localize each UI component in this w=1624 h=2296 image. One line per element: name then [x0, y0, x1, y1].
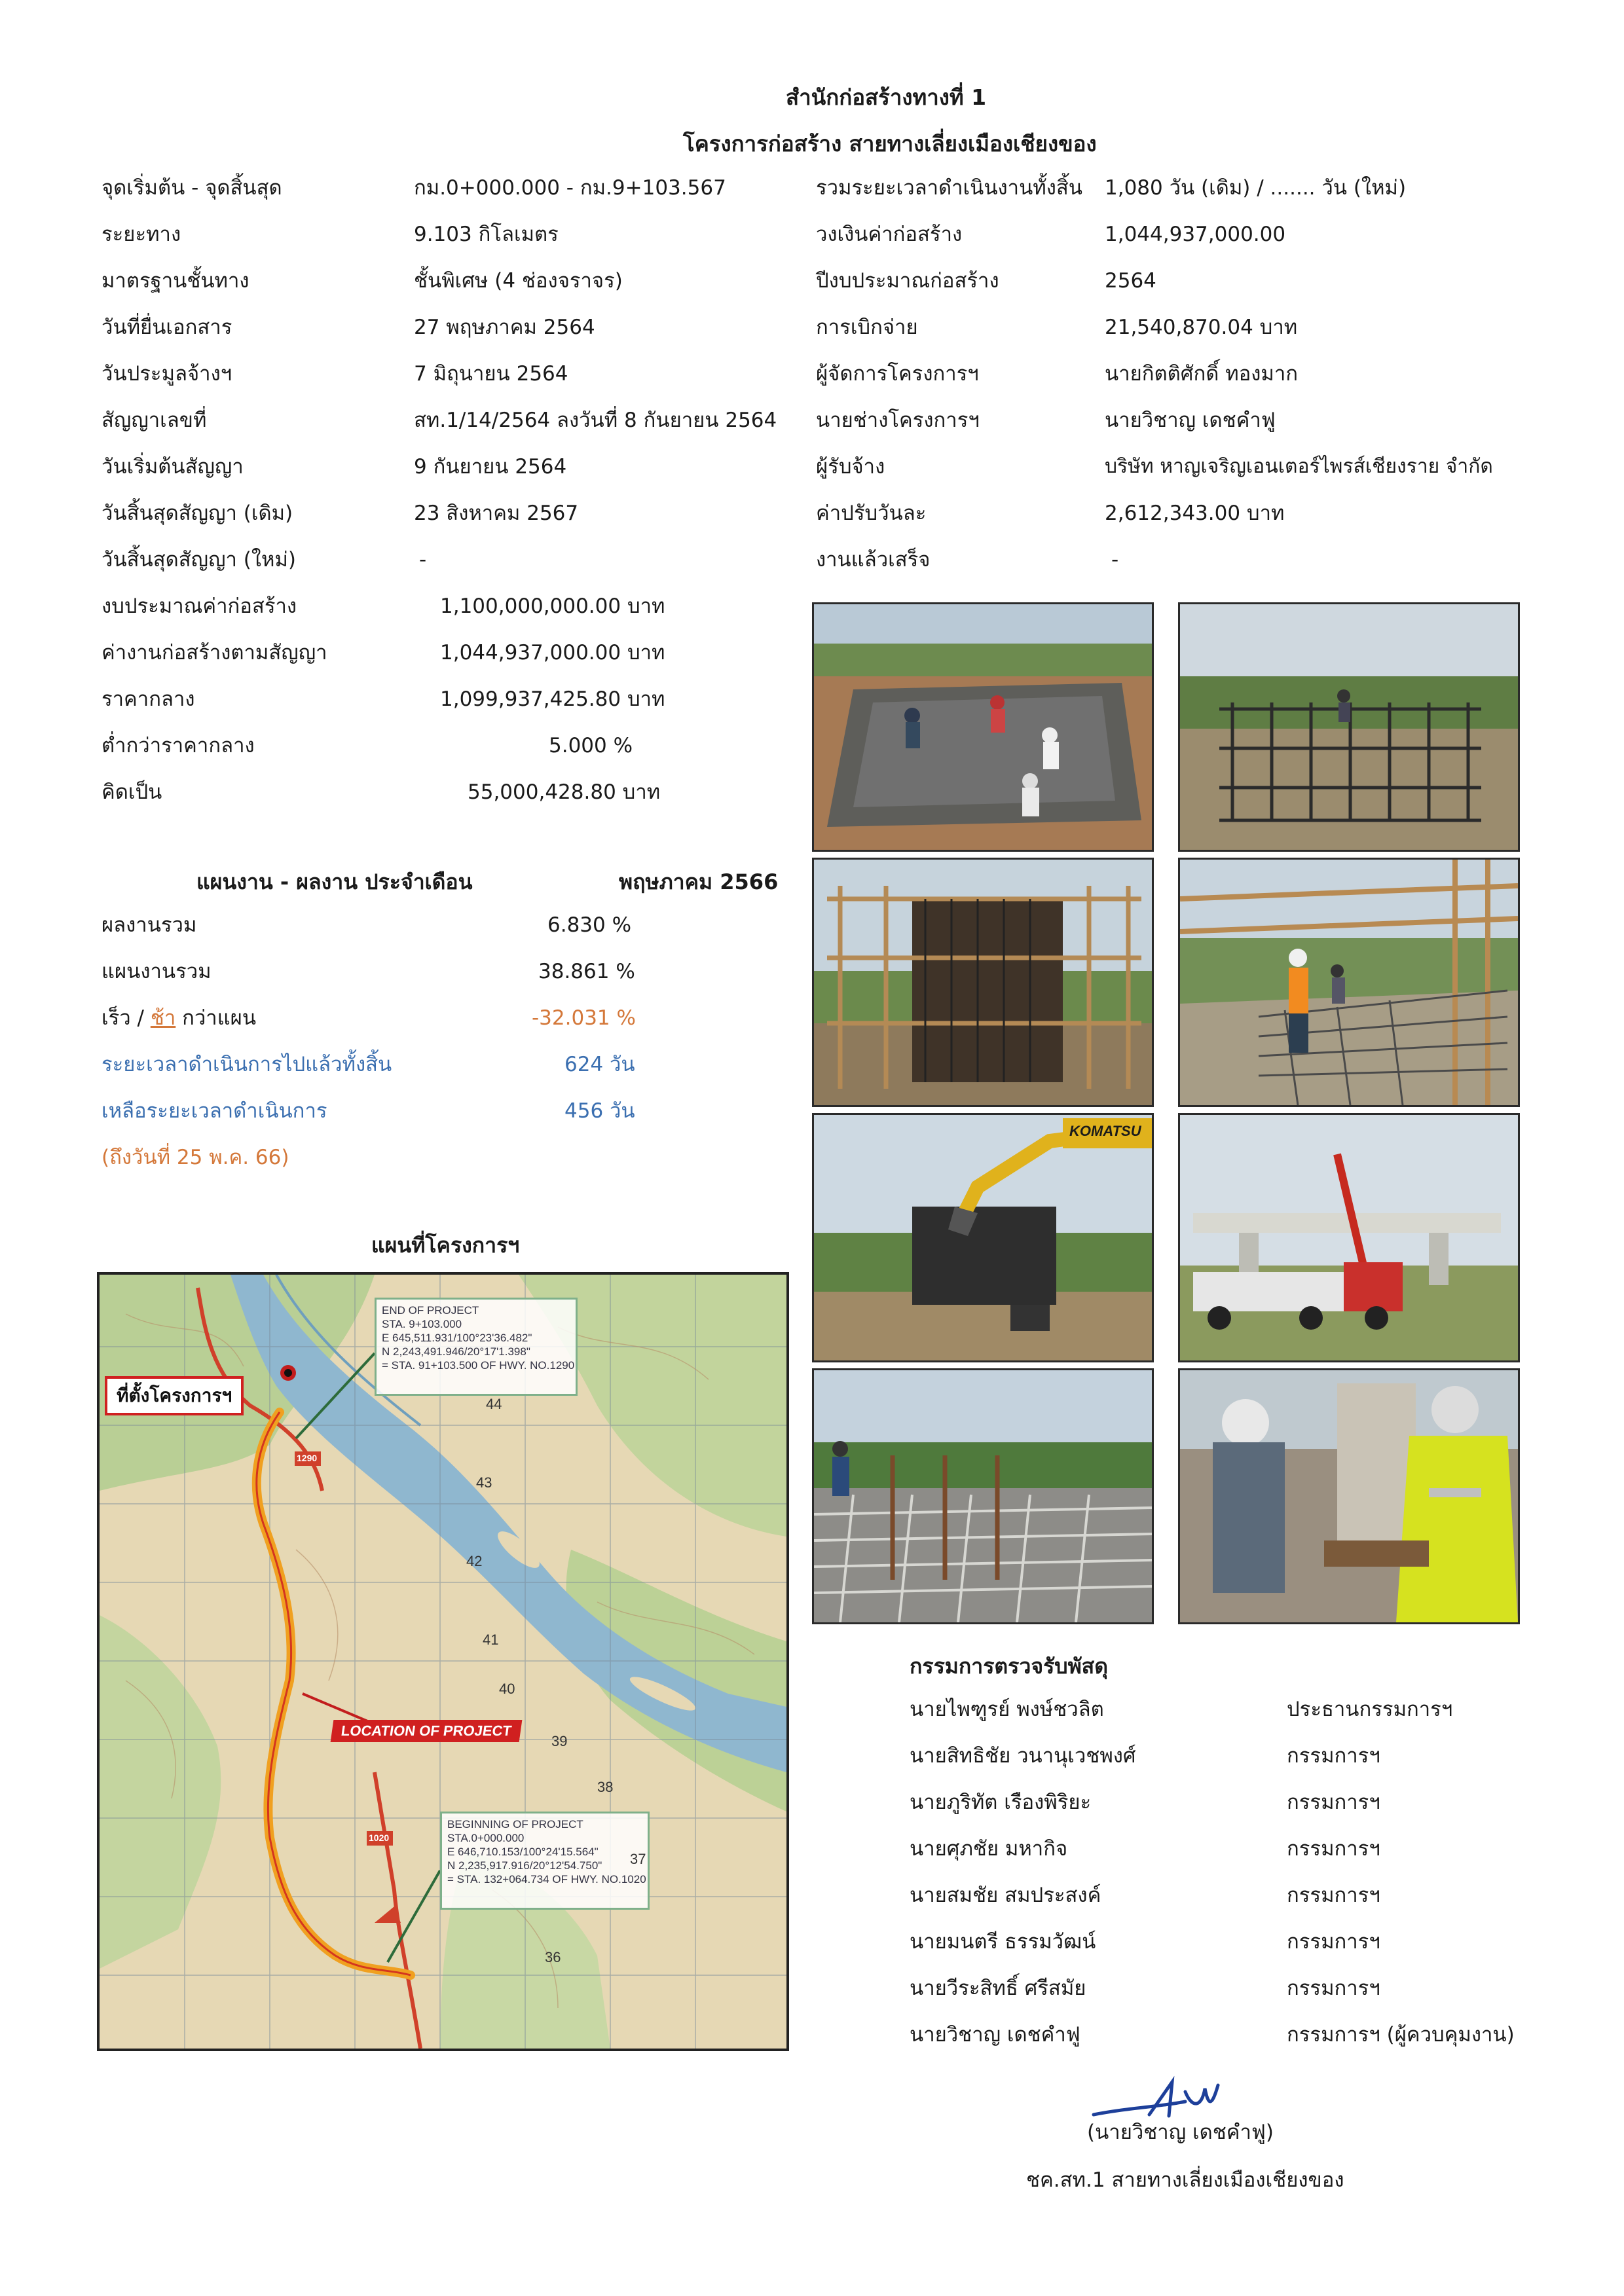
photo-graphic: [1180, 860, 1518, 1105]
info-label: นายช่างโครงการฯ: [816, 409, 980, 432]
begin-line: E 646,710.153/100°24'15.564": [447, 1846, 599, 1858]
budget-label: คิดเป็น: [101, 780, 162, 804]
begin-title: BEGINNING OF PROJECT: [447, 1818, 583, 1831]
info-label: ระยะทาง: [101, 223, 181, 246]
site-photo-deck-rebar: [1178, 858, 1520, 1107]
info-label: วันสิ้นสุดสัญญา (เดิม): [101, 501, 293, 525]
begin-line: = STA. 132+064.734 OF HWY. NO.1020: [447, 1873, 646, 1886]
photo-graphic: [1180, 1370, 1518, 1622]
photo-graphic: [1180, 1115, 1518, 1360]
road-number: 1020: [369, 1832, 390, 1843]
budget-value: 1,044,937,000.00 บาท: [440, 641, 665, 665]
info-label: ผู้รับจ้าง: [816, 455, 885, 479]
grid-number: 44: [486, 1396, 502, 1412]
info-label: รวมระยะเวลาดำเนินงานทั้งสิ้น: [816, 176, 1082, 200]
grid-number: 41: [483, 1631, 499, 1648]
budget-label: งบประมาณค่าก่อสร้าง: [101, 594, 297, 618]
info-value: 2564: [1105, 269, 1156, 293]
info-label: วันที่ยื่นเอกสาร: [101, 316, 232, 339]
remaining-label: เหลือระยะเวลาดำเนินการ: [101, 1099, 327, 1123]
info-label: วันสิ้นสุดสัญญา (ใหม่): [101, 548, 296, 572]
info-label: วงเงินค่าก่อสร้าง: [816, 223, 963, 246]
elapsed-value: 624 วัน: [564, 1053, 635, 1076]
info-value: 9 กันยายน 2564: [414, 455, 567, 479]
info-value: -: [1111, 548, 1119, 572]
info-label: ค่าปรับวันละ: [816, 501, 927, 525]
member-role: กรรมการฯ: [1287, 1791, 1380, 1814]
info-value: กม.0+000.000 - กม.9+103.567: [414, 176, 726, 200]
info-value: 7 มิถุนายน 2564: [414, 362, 568, 386]
info-value: 23 สิงหาคม 2567: [414, 501, 579, 525]
budget-value: 55,000,428.80 บาท: [468, 780, 661, 804]
remaining-value: 456 วัน: [564, 1099, 635, 1123]
member-role: กรรมการฯ: [1287, 1977, 1380, 2000]
info-label: วันประมูลจ้างฯ: [101, 362, 232, 386]
end-line: STA. 9+103.000: [382, 1318, 462, 1330]
info-value: 21,540,870.04 บาท: [1105, 316, 1298, 339]
actual-value: 6.830 %: [547, 913, 632, 937]
end-line: E 645,511.931/100°23'36.482": [382, 1332, 532, 1344]
info-value: 1,044,937,000.00: [1105, 223, 1286, 246]
info-value: 27 พฤษภาคม 2564: [414, 316, 595, 339]
info-label: สัญญาเลขที่: [101, 409, 207, 432]
budget-value: 5.000 %: [549, 734, 633, 757]
info-label: งานแล้วเสร็จ: [816, 548, 931, 572]
info-value: 9.103 กิโลเมตร: [414, 223, 559, 246]
site-label: ที่ตั้งโครงการฯ: [105, 1376, 244, 1415]
road-number: 1290: [297, 1453, 318, 1463]
grid-number: 40: [499, 1681, 515, 1697]
photo-graphic: [814, 1370, 1152, 1622]
elapsed-label: ระยะเวลาดำเนินการไปแล้วทั้งสิ้น: [101, 1053, 392, 1076]
info-label: จุดเริ่มต้น - จุดสิ้นสุด: [101, 176, 282, 200]
project-title: โครงการก่อสร้าง สายทางเลี่ยงเมืองเชียงของ: [683, 131, 1097, 156]
budget-label: ค่างานก่อสร้างตามสัญญา: [101, 641, 327, 665]
grid-number: 42: [466, 1553, 483, 1569]
grid-number: 37: [630, 1851, 646, 1867]
signature-name: (นายวิชาญ เดชคำฟู): [1087, 2121, 1274, 2144]
beginning-of-project-box: [440, 1812, 650, 1910]
end-line: N 2,243,491.946/20°17'1.398": [382, 1345, 530, 1358]
end-line: = STA. 91+103.500 OF HWY. NO.1290: [382, 1359, 575, 1372]
member-name: นายวีระสิทธิ์ ศรีสมัย: [910, 1977, 1086, 2000]
budget-value: 1,100,000,000.00 บาท: [440, 594, 665, 618]
budget-value: 1,099,937,425.80 บาท: [440, 687, 665, 711]
member-name: นายสิทธิชัย วนานุเวชพงศ์: [910, 1744, 1136, 1768]
site-photo-girder-lift: [1178, 1113, 1520, 1362]
grid-number: 43: [476, 1474, 492, 1491]
grid-number: 39: [551, 1733, 568, 1749]
member-role: ประธานกรรมการฯ: [1287, 1698, 1453, 1721]
actual-label: ผลงานรวม: [101, 913, 197, 937]
end-title: END OF PROJECT: [382, 1304, 479, 1317]
excavator-brand: KOMATSU: [1069, 1123, 1141, 1139]
begin-line: STA.0+000.000: [447, 1832, 525, 1844]
info-label: ผู้จัดการโครงการฯ: [816, 362, 979, 386]
member-name: นายมนตรี ธรรมวัฒน์: [910, 1930, 1096, 1954]
info-label: การเบิกจ่าย: [816, 316, 918, 339]
member-name: นายสมชัย สมประสงค์: [910, 1884, 1101, 1907]
member-role: กรรมการฯ: [1287, 1930, 1380, 1954]
photo-graphic: [814, 1115, 1152, 1360]
site-photo-concrete: [812, 602, 1154, 852]
diff-label: เร็ว / ช้า กว่าแผน: [101, 1006, 257, 1030]
member-name: นายศุภชัย มหากิจ: [910, 1837, 1068, 1861]
member-name: นายวิชาญ เดชคำฟู: [910, 2023, 1080, 2047]
photo-graphic: [1180, 604, 1518, 850]
plan-label: แผนงานรวม: [101, 960, 212, 983]
as-of-date: (ถึงวันที่ 25 พ.ค. 66): [101, 1146, 289, 1169]
signature-position: ชค.สท.1 สายทางเลี่ยงเมืองเชียงของ: [1026, 2168, 1344, 2192]
begin-line: N 2,235,917.916/20°12'54.750": [447, 1859, 602, 1872]
grid-number: 38: [597, 1779, 614, 1795]
progress-month: พฤษภาคม 2566: [619, 869, 779, 894]
info-value: นายวิชาญ เดชคำฟู: [1105, 409, 1276, 432]
site-photo-formwork: [812, 858, 1154, 1107]
grid-number: 36: [545, 1949, 561, 1965]
member-role: กรรมการฯ: [1287, 1884, 1380, 1907]
member-role: กรรมการฯ: [1287, 1837, 1380, 1861]
site-photo-workers: [1178, 1368, 1520, 1624]
member-name: นายภูริทัต เรืองพิริยะ: [910, 1791, 1092, 1814]
map-title: แผนที่โครงการฯ: [371, 1233, 520, 1258]
info-value: 2,612,343.00 บาท: [1105, 501, 1285, 525]
info-value: 1,080 วัน (เดิม) / ....... วัน (ใหม่): [1105, 176, 1407, 200]
site-photo-rebar-cage: [1178, 602, 1520, 852]
project-map: [97, 1272, 789, 2051]
committee-title: กรรมการตรวจรับพัสดุ: [910, 1654, 1108, 1679]
budget-label: ราคากลาง: [101, 687, 195, 711]
member-name: นายไพฑูรย์ พงษ์ชวลิต: [910, 1698, 1104, 1721]
member-role: กรรมการฯ (ผู้ควบคุมงาน): [1287, 2023, 1515, 2047]
site-photo-excavator: [812, 1113, 1154, 1362]
progress-title: แผนงาน - ผลงาน ประจำเดือน: [196, 869, 473, 894]
info-label: วันเริ่มต้นสัญญา: [101, 455, 244, 479]
diff-value: -32.031 %: [532, 1006, 636, 1030]
info-value: นายกิตติศักดิ์ ทองมาก: [1105, 362, 1299, 386]
info-value: สท.1/14/2564 ลงวันที่ 8 กันยายน 2564: [414, 409, 777, 432]
plan-value: 38.861 %: [538, 960, 635, 983]
end-of-project-box: [375, 1298, 578, 1396]
member-role: กรรมการฯ: [1287, 1744, 1380, 1768]
budget-label: ต่ำกว่าราคากลาง: [101, 734, 255, 757]
location-label: LOCATION OF PROJECT: [331, 1720, 523, 1742]
info-label: ปีงบประมาณก่อสร้าง: [816, 269, 999, 293]
photo-graphic: [814, 860, 1152, 1105]
info-label: มาตรฐานชั้นทาง: [101, 269, 249, 293]
info-value: บริษัท หาญเจริญเอนเตอร์ไพรส์เชียงราย จำกัด: [1105, 455, 1493, 478]
info-value: ชั้นพิเศษ (4 ช่องจราจร): [414, 269, 623, 293]
photo-graphic: [814, 604, 1152, 850]
info-value: -: [419, 548, 427, 572]
site-photo-deck-wide: [812, 1368, 1154, 1624]
office-title: สำนักก่อสร้างทางที่ 1: [786, 84, 987, 110]
